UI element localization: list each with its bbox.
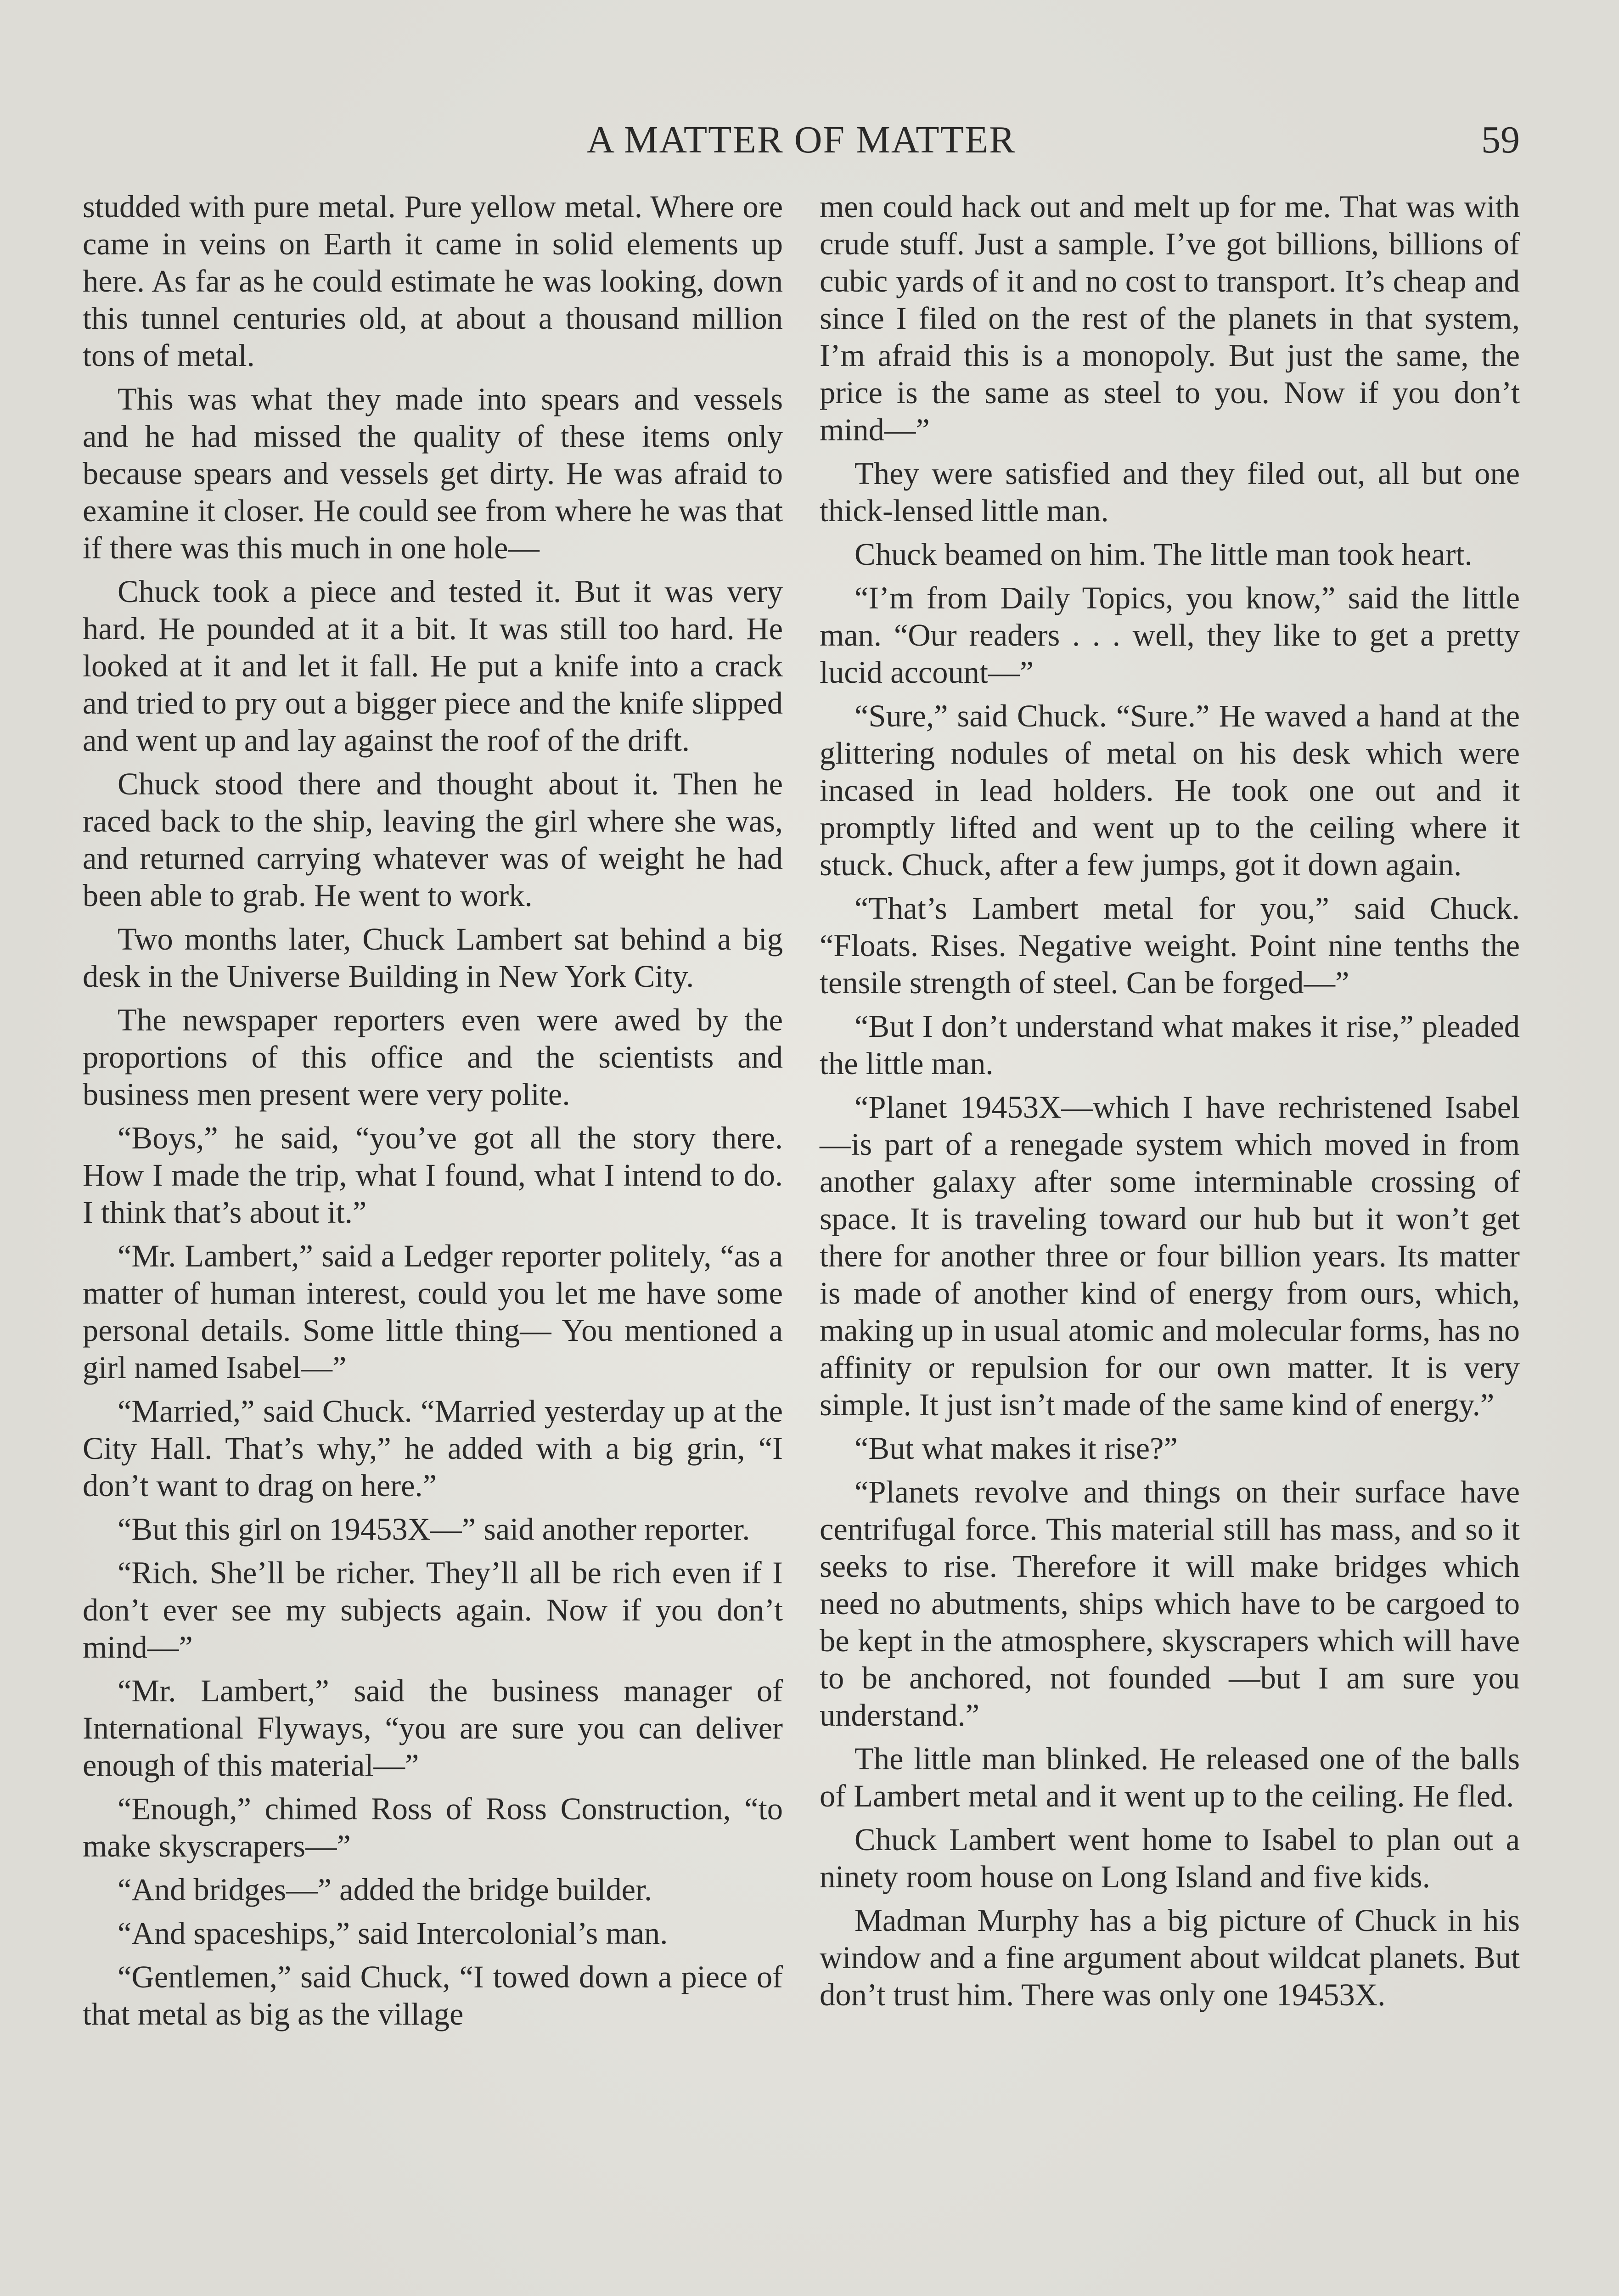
paragraph: “Planets revolve and things on their surface have centrifugal force. This material still has mass, and so it seeks to rise. Therefore it will make bridges which need no abutments, ships which have to be cargoed to be kept in the atmosphere, skyscrapers which will have to be anchored, not founded —but I am sure you understand.” (820, 1474, 1520, 1733)
paragraph: They were satisfied and they filed out, all but one thick-lensed little man. (820, 456, 1520, 528)
paragraph: The little man blinked. He released one of the balls of Lambert metal and it went up to the ceiling. He fled. (820, 1741, 1520, 1813)
paragraph: men could hack out and melt up for me. That was with crude stuff. Just a sample. I’ve got billions, billions of cubic yards of it and no cost to transport. It’s cheap and since I filed on the rest of the planets in that system, I’m afraid this is a monopoly. But just the same, the price is the same as steel to you. Now if you don’t mind—” (820, 189, 1520, 447)
paragraph: Two months later, Chuck Lambert sat behind a big desk in the Universe Building in New York City. (83, 922, 783, 994)
page-number: 59 (1481, 118, 1520, 161)
running-title: A MATTER OF MATTER (586, 118, 1016, 161)
paragraph: “And spaceships,” said Intercolonial’s man. (118, 1916, 668, 1951)
paragraph: “Enough,” chimed Ross of Ross Construction, “to make skyscrapers—” (83, 1791, 783, 1863)
paragraph: “Gentlemen,” said Chuck, “I towed down a piece of that metal as big as the village (83, 1959, 783, 2032)
paragraph: The newspaper reporters even were awed by the proportions of this office and the scientists and business men present were very polite. (83, 1002, 783, 1112)
paragraph: “But I don’t understand what makes it rise,” pleaded the little man. (820, 1009, 1520, 1081)
paragraph: “But this girl on 19453X—” said another reporter. (118, 1512, 750, 1547)
paragraph: “But what makes it rise?” (854, 1431, 1178, 1466)
paragraph: “I’m from Daily Topics, you know,” said the little man. “Our readers . . . well, they like to get a pretty lucid account—” (820, 580, 1520, 690)
paragraph: “Married,” said Chuck. “Married yesterday up at the City Hall. That’s why,” he added with a big grin, “I don’t want to drag on here.” (83, 1394, 783, 1503)
paragraph: “Rich. She’ll be richer. They’ll all be rich even if I don’t ever see my subjects again. Now if you don’t mind—” (83, 1555, 783, 1665)
page-header (83, 115, 1520, 165)
paragraph: “Boys,” he said, “you’ve got all the story there. How I made the trip, what I found, what I intend to do. I think that’s about it.” (83, 1120, 783, 1230)
paragraph: “Sure,” said Chuck. “Sure.” He waved a hand at the glittering nodules of metal on his desk which were incased in lead holders. He took one out and it promptly lifted and went up to the ceiling where it stuck. Chuck, after a few jumps, got it down again. (820, 698, 1520, 882)
right-column (820, 188, 1520, 2020)
paragraph: “And bridges—” added the bridge builder. (118, 1872, 652, 1907)
paragraph: “Planet 19453X—which I have rechristened Isabel—is part of a renegade system which moved in from another galaxy after some interminable crossing of space. It is traveling toward our hub but it won’t get there for another three or four billion years. Its matter is made of another kind of energy from ours, which, making up in usual atomic and molecular forms, has no affinity or repulsion for our own matter. It is very simple. It just isn’t made of the same kind of energy.” (820, 1090, 1520, 1422)
paragraph: “Mr. Lambert,” said a Ledger reporter politely, “as a matter of human interest, could you let me have some personal details. Some little thing— You mentioned a girl named Isabel—” (83, 1238, 783, 1385)
paragraph: “That’s Lambert metal for you,” said Chuck. “Floats. Rises. Negative weight. Point nine tenths the tensile strength of steel. Can be forged—” (820, 891, 1520, 1000)
paragraph: This was what they made into spears and vessels and he had missed the quality of these items only because spears and vessels get dirty. He was afraid to examine it closer. He could see from where he was that if there was this much in one hole— (83, 382, 783, 565)
paragraph: Chuck Lambert went home to Isabel to plan out a ninety room house on Long Island and five kids. (820, 1822, 1520, 1894)
paragraph: Madman Murphy has a big picture of Chuck in his window and a fine argument about wildcat planets. But don’t trust him. There was only one 19453X. (820, 1903, 1520, 2012)
paragraph: Chuck stood there and thought about it. Then he raced back to the ship, leaving the girl where she was, and returned carrying whatever was of weight he had been able to grab. He went to work. (83, 766, 783, 913)
paragraph: “Mr. Lambert,” said the business manager of International Flyways, “you are sure you can deliver enough of this material—” (83, 1673, 783, 1783)
paragraph: Chuck took a piece and tested it. But it was very hard. He pounded at it a bit. It was still too hard. He looked at it and let it fall. He put a knife into a crack and tried to pry out a bigger piece and the knife slipped and went up and lay against the roof of the drift. (83, 574, 783, 758)
paragraph: Chuck beamed on him. The little man took heart. (854, 537, 1473, 572)
paragraph: studded with pure metal. Pure yellow metal. Where ore came in veins on Earth it came in solid elements up here. As far as he could estimate he was looking, down this tunnel centuries old, at about a thousand million tons of metal. (83, 189, 783, 373)
left-column (83, 188, 783, 2039)
